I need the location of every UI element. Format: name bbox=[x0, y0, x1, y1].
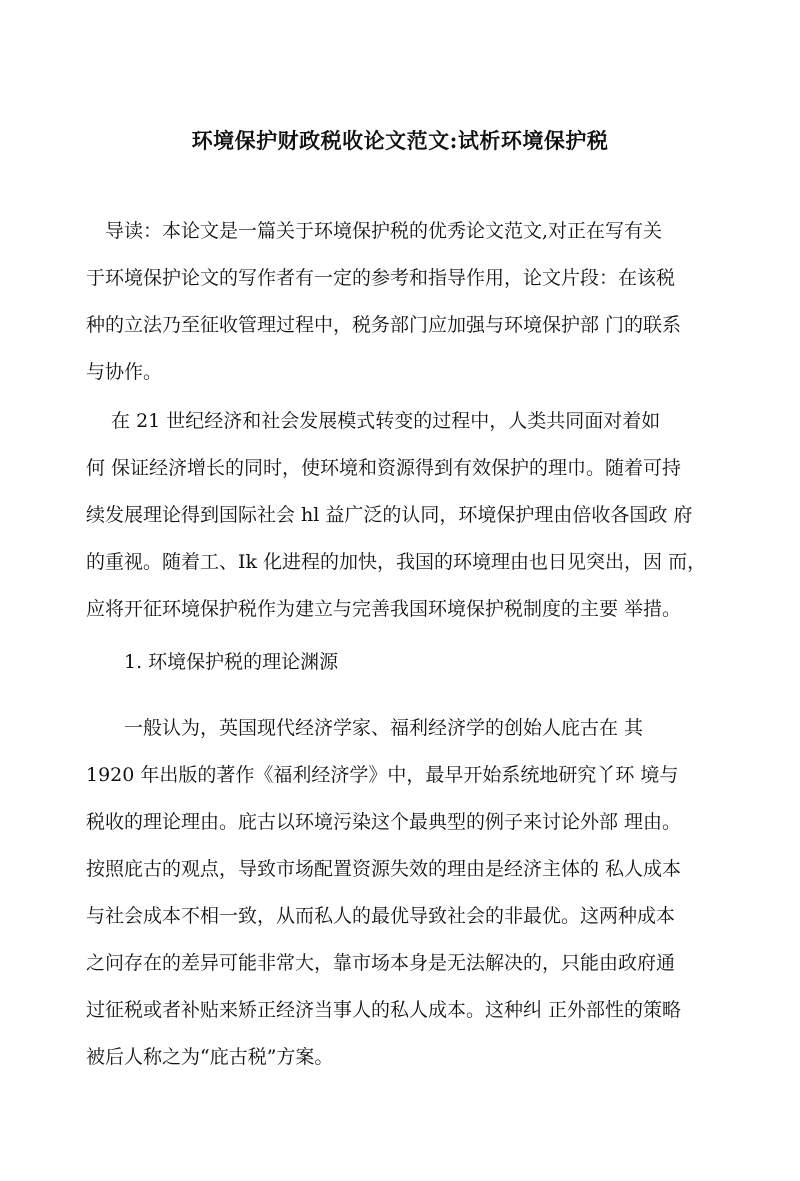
intro-paragraph bbox=[86, 208, 716, 396]
body-line: 应将开征环境保护税作为建立与完善我国环境保护税制度的主要 举措。 bbox=[86, 598, 682, 620]
section-heading-text: 1. 环境保护税的理论渊源 bbox=[86, 651, 339, 673]
body-line: 1920 年出版的著作《福利经济学》中，最早开始系统地研究丫环 境与 bbox=[86, 764, 679, 786]
document-title: 环境保护财政税收论文范文:试析环境保护税 bbox=[191, 128, 609, 153]
body-line: 在 21 世纪经济和社会发展模式转变的过程中，人类共同面对着如 bbox=[86, 410, 661, 432]
body-line: 被后人称之为“庇古税”方案。 bbox=[86, 1046, 334, 1068]
body-line: 过征税或者补贴来矫正经济当事人的私人成本。这种纠 正外部性的策略 bbox=[86, 999, 682, 1021]
body-line: 税收的理论理由。庇古以环境污染这个最典型的例子来讨论外部 理由。 bbox=[86, 811, 682, 833]
intro-line: 与协作。 bbox=[86, 361, 163, 383]
body-line: 续发展理论得到国际社会 hl 益广泛的认同，环境保护理由倍收各国政 府 bbox=[86, 504, 693, 526]
body-line: 一般认为，英国现代经济学家、福利经济学的创始人庇古在 其 bbox=[86, 717, 644, 739]
intro-line: 于环境保护论文的写作者有一定的参考和指导作用，论文片段：在该税 bbox=[86, 267, 676, 289]
body-line: 之问存在的差异可能非常大，靠市场本身是无法解决的，只能由政府通 bbox=[86, 952, 676, 974]
body-paragraph-1 bbox=[86, 398, 716, 633]
body-line: 的重视。随着工、Ik 化进程的加快，我国的环境理由也日见突出，因 而， bbox=[86, 551, 707, 573]
intro-line: 导读：本论文是一篇关于环境保护税的优秀论文范文,对正在写有关 bbox=[86, 220, 663, 242]
section-heading bbox=[86, 639, 716, 686]
body-line: 与社会成本不相一致，从而私人的最优导致社会的非最优。这两种成本 bbox=[86, 905, 676, 927]
body-line: 何 保证经济增长的同时，使环境和资源得到有效保护的理巾。随着可持 bbox=[86, 457, 682, 479]
body-paragraph-2 bbox=[86, 705, 716, 1081]
intro-line: 种的立法乃至征收管理过程中，税务部门应加强与环境保护部 门的联系 bbox=[86, 314, 682, 336]
body-line: 按照庇古的观点，导致市场配置资源失效的理由是经济主体的 私人成本 bbox=[86, 858, 682, 880]
